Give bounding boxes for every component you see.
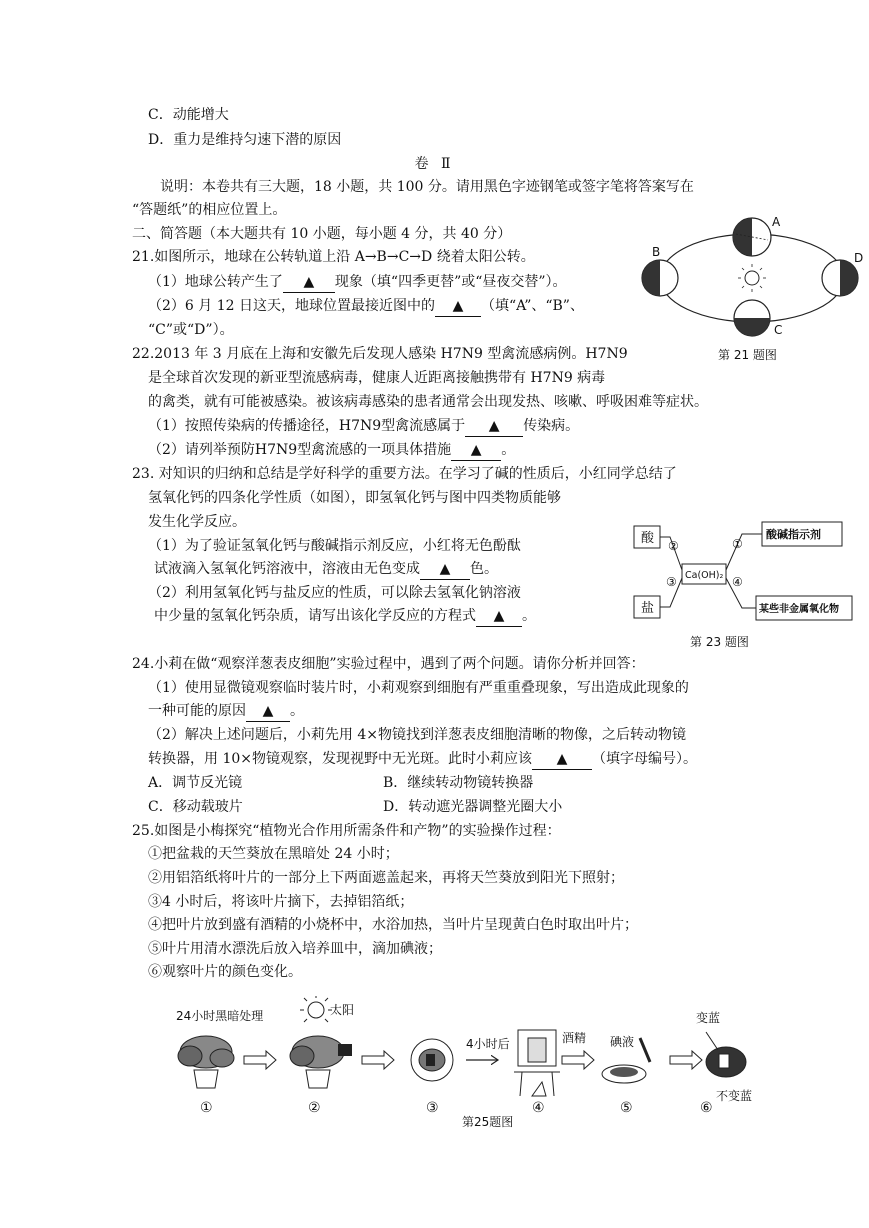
q24-p1-text-a: 一种可能的原因 <box>148 703 246 719</box>
q22-p2-text-a: （2）请列举预防H7N9型禽流感的一项具体措施 <box>148 442 452 458</box>
q22-p1-text-a: （1）按照传染病的传播途径，H7N9型禽流感属于 <box>148 418 466 434</box>
arrow-icon <box>362 1051 394 1069</box>
q23-p1-text-a: 试液滴入氢氧化钙溶液中，溶液由无色变成 <box>154 561 420 577</box>
label-a: A <box>772 215 781 229</box>
arrow-icon <box>244 1051 276 1069</box>
q25-step: ①把盆栽的天竺葵放在黑暗处 24 小时； <box>148 846 399 862</box>
q25-step: ③4 小时后，将该叶片摘下，去掉铝箔纸； <box>148 894 414 910</box>
q24-option-d: D．转动遮光器调整光圈大小 <box>383 799 563 815</box>
iodine-label: 碘液 <box>610 1035 635 1049</box>
q25-stem: 25.如图是小梅探究“植物光合作用所需条件和产物”的实验操作过程： <box>132 823 561 839</box>
result-leaf-icon <box>706 1032 746 1077</box>
instructions-line1: 说明：本卷共有三大题，18 小题，共 100 分。请用黑色字迹钢笔或签字笔将答案写在 <box>160 179 694 195</box>
hours-label: 4小时后 <box>466 1037 510 1051</box>
q23-line1: 23. 对知识的归纳和总结是学好科学的重要方法。在学习了碱的性质后，小红同学总结了 <box>132 466 677 482</box>
q24-part2-line2 <box>148 749 697 770</box>
center-label: Ca(OH)₂ <box>685 570 724 581</box>
option-c-prev: C．动能增大 <box>148 107 229 123</box>
part2-header: 二、简答题（本大题共有 10 小题，每小题 4 分，共 40 分） <box>132 226 512 242</box>
q25-step: ②用铝箔纸将叶片的一部分上下两面遮盖起来，再将天竺葵放到阳光下照射； <box>148 870 624 886</box>
water-bath-icon <box>514 1030 560 1096</box>
label-d: D <box>854 251 864 265</box>
notblue-label: 不变蓝 <box>716 1089 753 1103</box>
answer-blank[interactable]: ▲ <box>451 440 501 461</box>
step-num: ① <box>200 1100 213 1116</box>
q25-step: ⑤叶片用清水漂洗后放入培养皿中，滴加碘液； <box>148 941 442 957</box>
instructions-line2: “答题纸”的相应位置上。 <box>132 202 287 218</box>
figure-25-caption: 第25题图 <box>462 1115 514 1129</box>
q22-line3: 的禽类，就有可能被感染。被该病毒感染的患者通常会出现发热、咳嗽、呼吸困难等症状。 <box>148 394 708 410</box>
q21-p2-text-b: （填“A”、“B”、 <box>480 298 584 314</box>
answer-blank[interactable]: ▲ <box>246 701 290 722</box>
q24-part2-line1: （2）解决上述问题后，小莉先用 4×物镜找到洋葱表皮细胞清晰的物像，之后转动物镜 <box>148 727 686 743</box>
q24-option-b: B．继续转动物镜转换器 <box>383 775 534 791</box>
arrow-icon <box>562 1051 594 1069</box>
step-num: ③ <box>426 1100 439 1116</box>
answer-blank[interactable]: ▲ <box>420 559 470 580</box>
label-c: C <box>774 323 783 337</box>
q22-p1-text-b: 传染病。 <box>523 418 580 434</box>
photosynthesis-experiment-figure <box>170 996 770 1130</box>
potted-plant-foil-icon <box>290 1036 352 1088</box>
indicator-label: 酸碱指示剂 <box>766 528 821 541</box>
step-num: ④ <box>532 1100 545 1116</box>
section-title: 卷 Ⅱ <box>414 156 455 172</box>
q24-option-a: A．调节反光镜 <box>148 775 243 791</box>
q23-line2: 氢氧化钙的四条化学性质（如图），即氢氧化钙与图中四类物质能够 <box>148 490 561 506</box>
step-num: ② <box>308 1100 321 1116</box>
q24-p2-text-b: （填字母编号）。 <box>592 751 697 767</box>
q21-part2-cont: “C”或“D”）。 <box>148 322 234 338</box>
earth-c-icon <box>734 300 770 336</box>
q21-part2 <box>148 296 584 317</box>
q21-part1 <box>148 272 567 293</box>
sun-icon <box>300 996 332 1022</box>
q21-p1-text-a: （1）地球公转产生了 <box>148 274 283 290</box>
alcohol-label: 酒精 <box>562 1031 587 1045</box>
q22-part1 <box>148 416 579 437</box>
q23-part2-line1: （2）利用氢氧化钙与盐反应的性质，可以除去氢氧化钠溶液 <box>148 585 521 601</box>
answer-blank[interactable]: ▲ <box>435 296 481 317</box>
q21-p2-text-a: （2）6 月 12 日这天，地球位置最接近图中的 <box>148 298 435 314</box>
num-2: ② <box>668 539 679 553</box>
q22-line1: 22.2013 年 3 月底在上海和安徽先后发现人感染 H7N9 型禽流感病例。H7N9 <box>132 346 628 362</box>
option-d-prev: D．重力是维持匀速下潜的原因 <box>148 132 342 148</box>
q25-step: ④把叶片放到盛有酒精的小烧杯中，水浴加热，当叶片呈现黄白色时取出叶片； <box>148 917 638 933</box>
salt-label: 盐 <box>641 601 655 616</box>
answer-blank[interactable]: ▲ <box>465 416 523 437</box>
answer-blank[interactable]: ▲ <box>476 606 522 627</box>
blue-label: 变蓝 <box>696 1011 721 1025</box>
leaf-icon <box>411 1039 453 1081</box>
q23-part1-line1: （1）为了验证氢氧化钙与酸碱指示剂反应，小红将无色酚酞 <box>148 538 521 554</box>
q24-stem: 24.小莉在做“观察洋葱表皮细胞”实验过程中，遇到了两个问题。请你分析并回答： <box>132 656 645 672</box>
earth-a-icon <box>733 218 771 256</box>
q23-p2-text-b: 。 <box>522 608 536 624</box>
oxide-label: 某些非金属氧化物 <box>759 604 839 615</box>
answer-blank[interactable]: ▲ <box>532 749 592 770</box>
q24-option-c: C．移动载玻片 <box>148 799 243 815</box>
q24-p2-text-a: 转换器，用 10×物镜观察，发现视野中无光斑。此时小莉应该 <box>148 751 532 767</box>
step-num: ⑥ <box>700 1100 713 1116</box>
dark-label: 24小时黑暗处理 <box>176 1009 264 1023</box>
q23-part2-line2 <box>154 606 536 627</box>
q22-part2 <box>148 440 515 461</box>
q23-line3: 发生化学反应。 <box>148 514 246 530</box>
q25-step: ⑥观察叶片的颜色变化。 <box>148 964 302 980</box>
q23-part1-line2 <box>154 559 498 580</box>
step-num: ⑤ <box>620 1100 633 1116</box>
answer-blank[interactable]: ▲ <box>283 272 335 293</box>
q21-p1-text-b: 现象（填“四季更替”或“昼夜交替”）。 <box>334 274 567 290</box>
arrow-icon <box>670 1051 702 1069</box>
q24-part1-line2 <box>148 701 304 722</box>
earth-d-icon <box>822 260 858 296</box>
sun-icon <box>738 264 766 292</box>
earth-orbit-figure <box>640 212 864 342</box>
earth-b-icon <box>642 260 678 296</box>
q22-line2: 是全球首次发现的新亚型流感病毒，健康人近距离接触携带有 H7N9 病毒 <box>148 370 606 386</box>
q23-p1-text-b: 色。 <box>470 561 498 577</box>
sun-label: 太阳 <box>330 1003 355 1017</box>
figure-23-caption: 第 23 题图 <box>690 635 749 649</box>
q23-p2-text-a: 中少量的氢氧化钙杂质，请写出该化学反应的方程式 <box>154 608 476 624</box>
num-1: ① <box>732 537 743 551</box>
calcium-hydroxide-diagram <box>630 518 856 626</box>
acid-label: 酸 <box>641 531 655 546</box>
q22-p2-text-b: 。 <box>501 442 516 458</box>
q21-stem: 21.如图所示，地球在公转轨道上沿 A→B→C→D 绕着太阳公转。 <box>132 249 535 265</box>
potted-plant-icon <box>178 1036 234 1088</box>
q24-part1-line1: （1）使用显微镜观察临时装片时，小莉观察到细胞有严重重叠现象，写出造成此现象的 <box>148 680 689 696</box>
label-b: B <box>652 245 661 259</box>
q24-p1-text-b: 。 <box>290 703 304 719</box>
num-3: ③ <box>666 575 677 589</box>
figure-21-caption: 第 21 题图 <box>718 348 777 362</box>
num-4: ④ <box>732 575 743 589</box>
